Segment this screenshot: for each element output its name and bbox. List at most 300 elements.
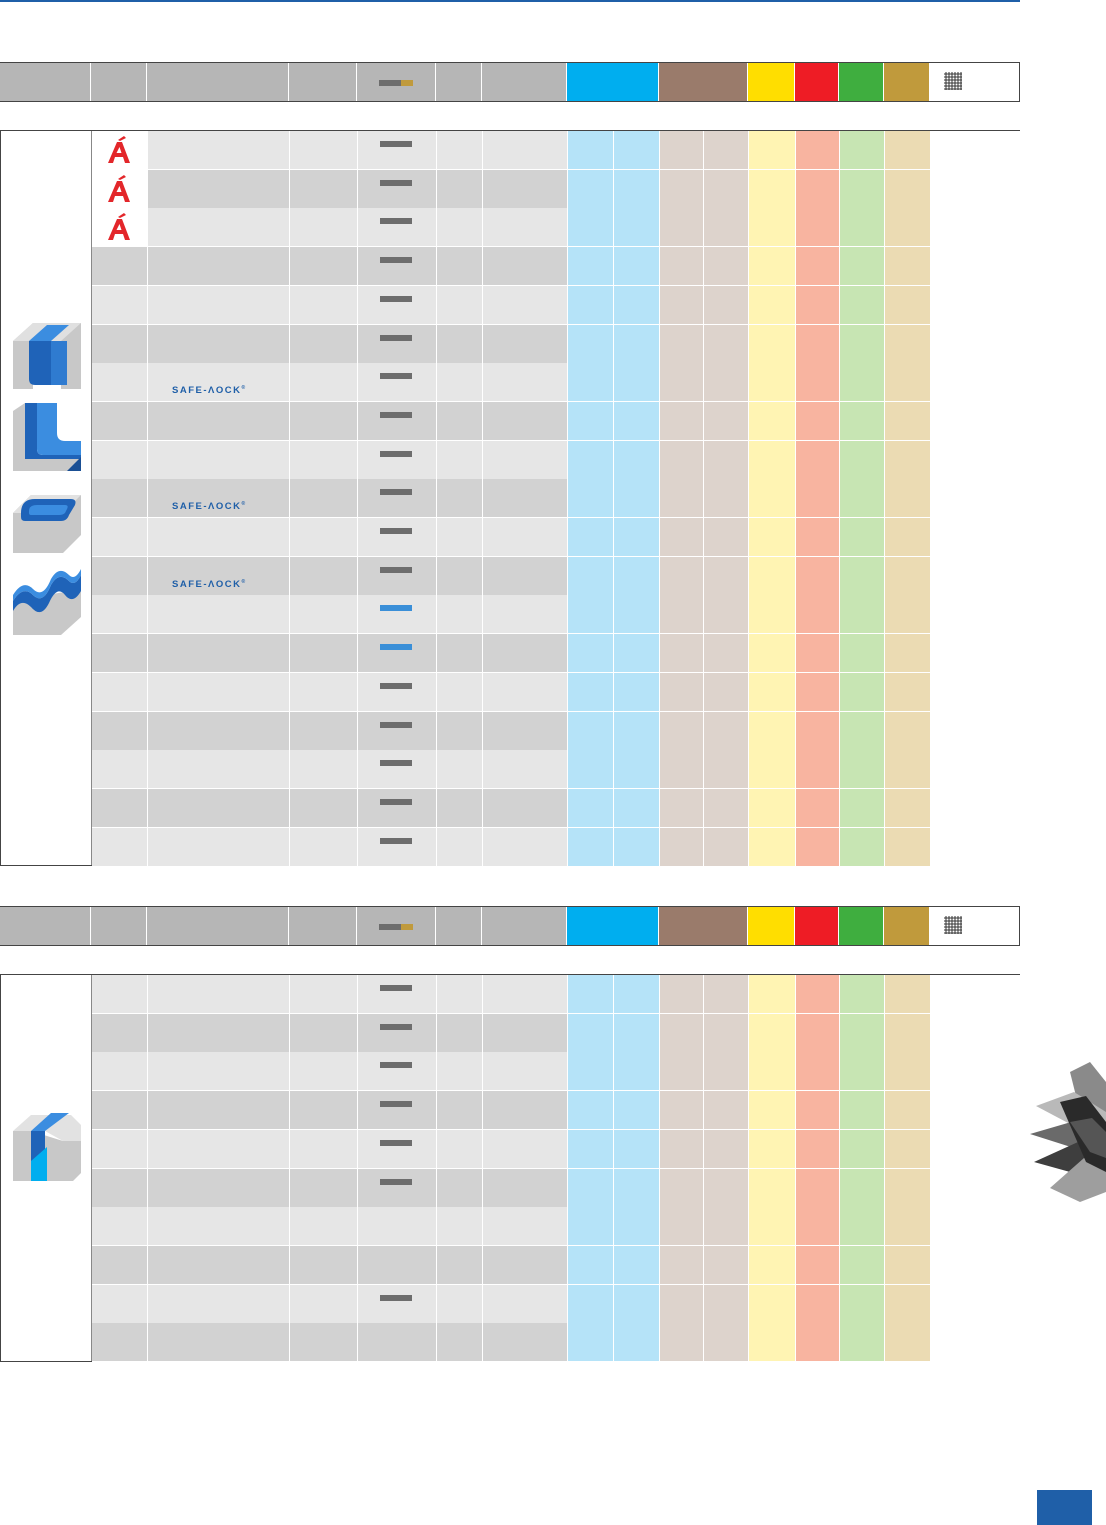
cell-iso-h	[885, 595, 931, 634]
cell-iso-s	[840, 208, 885, 247]
cell-iso-s	[840, 1169, 885, 1208]
cell-grid	[931, 789, 977, 828]
cell-designation	[148, 557, 290, 596]
cell-iso-p-2	[614, 325, 660, 364]
header-cell-iso-m-1	[659, 63, 748, 101]
cell-designation	[148, 828, 290, 867]
cell-quality	[92, 325, 148, 364]
cell-diameter	[290, 325, 358, 364]
cell-quality	[92, 673, 148, 712]
cell-designation	[148, 286, 290, 325]
cell-designation	[148, 1130, 290, 1169]
table-row	[1, 286, 1019, 325]
header-cell-iso-h	[884, 907, 930, 945]
cell-length	[437, 634, 483, 673]
cell-code	[483, 1246, 568, 1285]
cell-grid	[931, 286, 977, 325]
cell-designation	[148, 1246, 290, 1285]
cell-quality	[92, 595, 148, 634]
cell-diameter	[290, 170, 358, 209]
cell-shank	[358, 441, 437, 480]
cell-grid	[931, 131, 977, 170]
shank-icon	[380, 373, 412, 379]
cell-iso-p-2	[614, 208, 660, 247]
cell-iso-n	[796, 286, 840, 325]
table-row	[1, 247, 1019, 286]
cell-iso-m-1	[660, 441, 704, 480]
header-cell-length	[436, 907, 482, 945]
cell-quality	[92, 131, 148, 170]
cell-iso-s	[840, 170, 885, 209]
cell-iso-n	[796, 828, 840, 867]
cell-iso-p-1	[568, 557, 614, 596]
top-rule	[0, 0, 1020, 2]
cell-iso-m-1	[660, 673, 704, 712]
cell-diameter	[290, 131, 358, 170]
cell-designation	[148, 1091, 290, 1130]
cell-designation	[148, 170, 290, 209]
safe-lock-logo	[172, 501, 247, 512]
header-cell-iso-s	[839, 63, 884, 101]
cell-iso-p-1	[568, 595, 614, 634]
cell-iso-k	[749, 131, 796, 170]
cell-quality	[92, 170, 148, 209]
table-row	[1, 363, 1019, 402]
cell-iso-k	[749, 1246, 796, 1285]
cell-iso-p-1	[568, 828, 614, 867]
cell-diameter	[290, 363, 358, 402]
shank-icon	[379, 80, 401, 86]
cell-shank	[358, 518, 437, 557]
cell-iso-k	[749, 673, 796, 712]
cell-iso-k	[749, 712, 796, 751]
cell-diameter	[290, 1014, 358, 1053]
cell-last	[977, 1285, 1020, 1324]
cell-iso-m-2	[704, 712, 749, 751]
shank-icon	[380, 644, 412, 650]
cell-iso-p-2	[614, 479, 660, 518]
cell-quality	[92, 402, 148, 441]
cell-iso-m-2	[704, 441, 749, 480]
cell-iso-n	[796, 325, 840, 364]
cell-length	[437, 673, 483, 712]
table-row	[1, 1052, 1019, 1091]
cell-iso-m-1	[660, 518, 704, 557]
cell-iso-m-2	[704, 634, 749, 673]
cell-iso-s	[840, 402, 885, 441]
cell-iso-n	[796, 1014, 840, 1053]
cell-designation	[148, 1207, 290, 1246]
cell-iso-k	[749, 518, 796, 557]
cell-iso-k	[749, 557, 796, 596]
table-row	[1, 557, 1019, 596]
cell-iso-n	[796, 1130, 840, 1169]
cell-grid	[931, 1169, 977, 1208]
cell-iso-h	[885, 1091, 931, 1130]
table-row	[1, 208, 1019, 247]
cell-iso-n	[796, 975, 840, 1014]
cell-iso-k	[749, 247, 796, 286]
header-cell-iso-n	[795, 63, 839, 101]
cell-quality	[92, 518, 148, 557]
cell-designation	[148, 1014, 290, 1053]
cell-iso-p-1	[568, 131, 614, 170]
cell-last	[977, 1014, 1020, 1053]
shank-tip-icon	[401, 924, 413, 930]
cell-length	[437, 170, 483, 209]
cell-iso-h	[885, 1130, 931, 1169]
cell-iso-p-2	[614, 595, 660, 634]
table-row	[1, 1207, 1019, 1246]
cell-iso-n	[796, 1285, 840, 1324]
cell-iso-p-2	[614, 1285, 660, 1324]
registered-mark: ®	[241, 578, 247, 585]
cell-iso-h	[885, 208, 931, 247]
cell-quality	[92, 247, 148, 286]
grid-icon	[944, 72, 962, 90]
cell-shank	[358, 1130, 437, 1169]
cell-designation	[148, 1052, 290, 1091]
cell-iso-n	[796, 1323, 840, 1362]
cell-code	[483, 363, 568, 402]
cell-designation	[148, 789, 290, 828]
cell-length	[437, 1091, 483, 1130]
cell-length	[437, 1246, 483, 1285]
cell-iso-k	[749, 325, 796, 364]
safe-lock-text: SAFE-ΛOCK	[172, 385, 242, 397]
shank-icon	[379, 924, 401, 930]
cell-grid	[931, 479, 977, 518]
cell-quality	[92, 1285, 148, 1324]
cell-iso-n	[796, 789, 840, 828]
header-cell-application	[0, 907, 91, 945]
cell-iso-m-2	[704, 673, 749, 712]
a-logo-icon	[106, 175, 132, 203]
cell-iso-h	[885, 479, 931, 518]
header-cell-length	[436, 63, 482, 101]
cell-length	[437, 595, 483, 634]
shank-icon	[380, 1062, 412, 1068]
shank-icon	[380, 451, 412, 457]
cell-iso-p-1	[568, 170, 614, 209]
cell-iso-h	[885, 712, 931, 751]
table-row	[1, 1169, 1019, 1208]
cell-iso-p-2	[614, 1052, 660, 1091]
cell-diameter	[290, 1169, 358, 1208]
cell-iso-k	[749, 1091, 796, 1130]
cell-designation	[148, 634, 290, 673]
cell-grid	[931, 975, 977, 1014]
cell-last	[977, 1169, 1020, 1208]
cell-length	[437, 1285, 483, 1324]
cell-code	[483, 286, 568, 325]
safe-lock-logo	[172, 579, 247, 590]
cell-code	[483, 1052, 568, 1091]
cell-iso-p-2	[614, 1169, 660, 1208]
table-row	[1, 789, 1019, 828]
cell-diameter	[290, 975, 358, 1014]
cell-length	[437, 975, 483, 1014]
table-row	[1, 634, 1019, 673]
cell-iso-m-1	[660, 634, 704, 673]
cell-iso-p-2	[614, 131, 660, 170]
cell-iso-m-2	[704, 325, 749, 364]
cell-iso-p-1	[568, 975, 614, 1014]
cell-iso-m-1	[660, 325, 704, 364]
shank-icon	[380, 296, 412, 302]
cell-iso-m-2	[704, 1091, 749, 1130]
shank-icon	[380, 722, 412, 728]
cell-length	[437, 557, 483, 596]
cell-grid	[931, 750, 977, 789]
table-row	[1, 1285, 1019, 1324]
cell-iso-n	[796, 170, 840, 209]
cell-iso-n	[796, 712, 840, 751]
cell-iso-m-2	[704, 1246, 749, 1285]
cell-iso-m-2	[704, 286, 749, 325]
cell-iso-m-1	[660, 1052, 704, 1091]
cell-iso-h	[885, 975, 931, 1014]
header-cell-code	[482, 907, 567, 945]
cell-iso-m-1	[660, 247, 704, 286]
cell-iso-s	[840, 1246, 885, 1285]
cell-diameter	[290, 208, 358, 247]
shank-icon	[380, 141, 412, 147]
cell-grid	[931, 518, 977, 557]
cell-iso-h	[885, 286, 931, 325]
table-row	[1, 750, 1019, 789]
cell-iso-h	[885, 363, 931, 402]
cell-iso-k	[749, 170, 796, 209]
cell-iso-k	[749, 1130, 796, 1169]
table-row	[1, 1323, 1019, 1362]
cell-code	[483, 1207, 568, 1246]
shank-icon	[380, 799, 412, 805]
header-cell-iso-n	[795, 907, 839, 945]
cell-iso-m-2	[704, 1207, 749, 1246]
header-cell-shank	[357, 907, 436, 945]
cell-quality	[92, 1130, 148, 1169]
cell-iso-n	[796, 1052, 840, 1091]
cell-grid	[931, 1323, 977, 1362]
cell-shank	[358, 363, 437, 402]
cell-length	[437, 1014, 483, 1053]
table-row	[1, 1130, 1019, 1169]
cell-iso-n	[796, 1091, 840, 1130]
cell-iso-p-2	[614, 286, 660, 325]
cell-last	[977, 712, 1020, 751]
cell-iso-s	[840, 131, 885, 170]
cell-iso-m-2	[704, 208, 749, 247]
cell-iso-k	[749, 1014, 796, 1053]
cell-iso-m-1	[660, 557, 704, 596]
cell-code	[483, 1323, 568, 1362]
cell-iso-k	[749, 595, 796, 634]
cell-last	[977, 1091, 1020, 1130]
shank-icon	[380, 218, 412, 224]
cell-length	[437, 247, 483, 286]
cell-diameter	[290, 712, 358, 751]
cell-iso-k	[749, 634, 796, 673]
cell-shank	[358, 1323, 437, 1362]
cell-grid	[931, 170, 977, 209]
table2-header	[0, 906, 1020, 946]
cell-iso-p-1	[568, 518, 614, 557]
cell-grid	[931, 1014, 977, 1053]
cell-quality	[92, 441, 148, 480]
grid-icon	[944, 916, 962, 934]
header-cell-iso-m-1	[659, 907, 748, 945]
cell-code	[483, 208, 568, 247]
shank-icon	[380, 1140, 412, 1146]
shank-icon	[380, 257, 412, 263]
cell-quality	[92, 1052, 148, 1091]
cell-code	[483, 828, 568, 867]
cell-code	[483, 975, 568, 1014]
cell-iso-m-2	[704, 402, 749, 441]
cell-iso-m-2	[704, 1014, 749, 1053]
cell-iso-p-2	[614, 828, 660, 867]
cell-iso-p-1	[568, 325, 614, 364]
cell-iso-m-1	[660, 1246, 704, 1285]
cell-iso-k	[749, 1285, 796, 1324]
cell-grid	[931, 363, 977, 402]
cell-iso-m-2	[704, 828, 749, 867]
cell-iso-h	[885, 247, 931, 286]
cell-last	[977, 363, 1020, 402]
cell-shank	[358, 1207, 437, 1246]
cell-iso-m-1	[660, 975, 704, 1014]
table-row	[1, 131, 1019, 170]
cell-iso-p-1	[568, 1014, 614, 1053]
cell-iso-n	[796, 1169, 840, 1208]
cell-iso-n	[796, 634, 840, 673]
header-cell-iso-h	[884, 63, 930, 101]
cell-designation	[148, 208, 290, 247]
cell-grid	[931, 1130, 977, 1169]
table-row	[1, 1014, 1019, 1053]
cell-iso-m-1	[660, 1169, 704, 1208]
cell-iso-k	[749, 1169, 796, 1208]
cell-designation	[148, 750, 290, 789]
registered-mark: ®	[241, 385, 247, 392]
cell-iso-s	[840, 1014, 885, 1053]
cell-iso-k	[749, 1207, 796, 1246]
cell-grid	[931, 208, 977, 247]
cell-iso-k	[749, 789, 796, 828]
cell-code	[483, 325, 568, 364]
cell-iso-m-2	[704, 1130, 749, 1169]
header-cell-grid	[930, 63, 976, 101]
cell-iso-p-1	[568, 1323, 614, 1362]
cell-iso-k	[749, 1052, 796, 1091]
cell-grid	[931, 634, 977, 673]
cell-shank	[358, 712, 437, 751]
cell-shank	[358, 325, 437, 364]
cell-diameter	[290, 518, 358, 557]
cell-code	[483, 1130, 568, 1169]
cell-iso-s	[840, 518, 885, 557]
cell-iso-h	[885, 557, 931, 596]
shank-icon	[380, 683, 412, 689]
cell-grid	[931, 557, 977, 596]
cell-diameter	[290, 402, 358, 441]
cell-iso-p-2	[614, 1130, 660, 1169]
table-row	[1, 170, 1019, 209]
cell-iso-m-1	[660, 208, 704, 247]
cell-diameter	[290, 557, 358, 596]
cell-iso-k	[749, 1323, 796, 1362]
header-cell-iso-k	[748, 63, 795, 101]
cell-iso-h	[885, 1285, 931, 1324]
cell-code	[483, 1014, 568, 1053]
cell-iso-m-1	[660, 828, 704, 867]
cell-shank	[358, 170, 437, 209]
cell-quality	[92, 1246, 148, 1285]
cell-diameter	[290, 1052, 358, 1091]
cell-diameter	[290, 1091, 358, 1130]
cell-designation	[148, 518, 290, 557]
cell-iso-k	[749, 750, 796, 789]
cell-diameter	[290, 247, 358, 286]
cell-grid	[931, 1091, 977, 1130]
cell-grid	[931, 325, 977, 364]
cell-iso-m-2	[704, 1052, 749, 1091]
cell-iso-p-2	[614, 247, 660, 286]
cell-quality	[92, 1091, 148, 1130]
cell-last	[977, 1246, 1020, 1285]
cell-length	[437, 750, 483, 789]
cell-iso-s	[840, 595, 885, 634]
cell-iso-p-1	[568, 1207, 614, 1246]
cell-iso-m-1	[660, 712, 704, 751]
cell-code	[483, 557, 568, 596]
cell-iso-p-1	[568, 634, 614, 673]
cell-iso-p-2	[614, 673, 660, 712]
cell-iso-m-2	[704, 595, 749, 634]
cell-length	[437, 518, 483, 557]
cell-iso-m-1	[660, 170, 704, 209]
header-cell-last	[976, 907, 1019, 945]
shank-icon	[380, 567, 412, 573]
cell-iso-s	[840, 363, 885, 402]
cell-shank	[358, 1285, 437, 1324]
cell-code	[483, 441, 568, 480]
cell-iso-s	[840, 828, 885, 867]
cell-iso-h	[885, 1052, 931, 1091]
cell-length	[437, 286, 483, 325]
cell-diameter	[290, 828, 358, 867]
cell-iso-p-2	[614, 1323, 660, 1362]
cell-iso-h	[885, 673, 931, 712]
cell-iso-m-2	[704, 518, 749, 557]
cell-shank	[358, 975, 437, 1014]
shank-icon	[380, 489, 412, 495]
table-row	[1, 479, 1019, 518]
cell-iso-m-1	[660, 595, 704, 634]
cell-iso-m-2	[704, 363, 749, 402]
cell-iso-p-2	[614, 712, 660, 751]
cell-iso-m-2	[704, 1285, 749, 1324]
cell-iso-n	[796, 750, 840, 789]
cell-last	[977, 673, 1020, 712]
cell-grid	[931, 1207, 977, 1246]
header-cell-application	[0, 63, 91, 101]
cell-iso-n	[796, 518, 840, 557]
cell-diameter	[290, 595, 358, 634]
cell-grid	[931, 1052, 977, 1091]
cell-iso-h	[885, 131, 931, 170]
